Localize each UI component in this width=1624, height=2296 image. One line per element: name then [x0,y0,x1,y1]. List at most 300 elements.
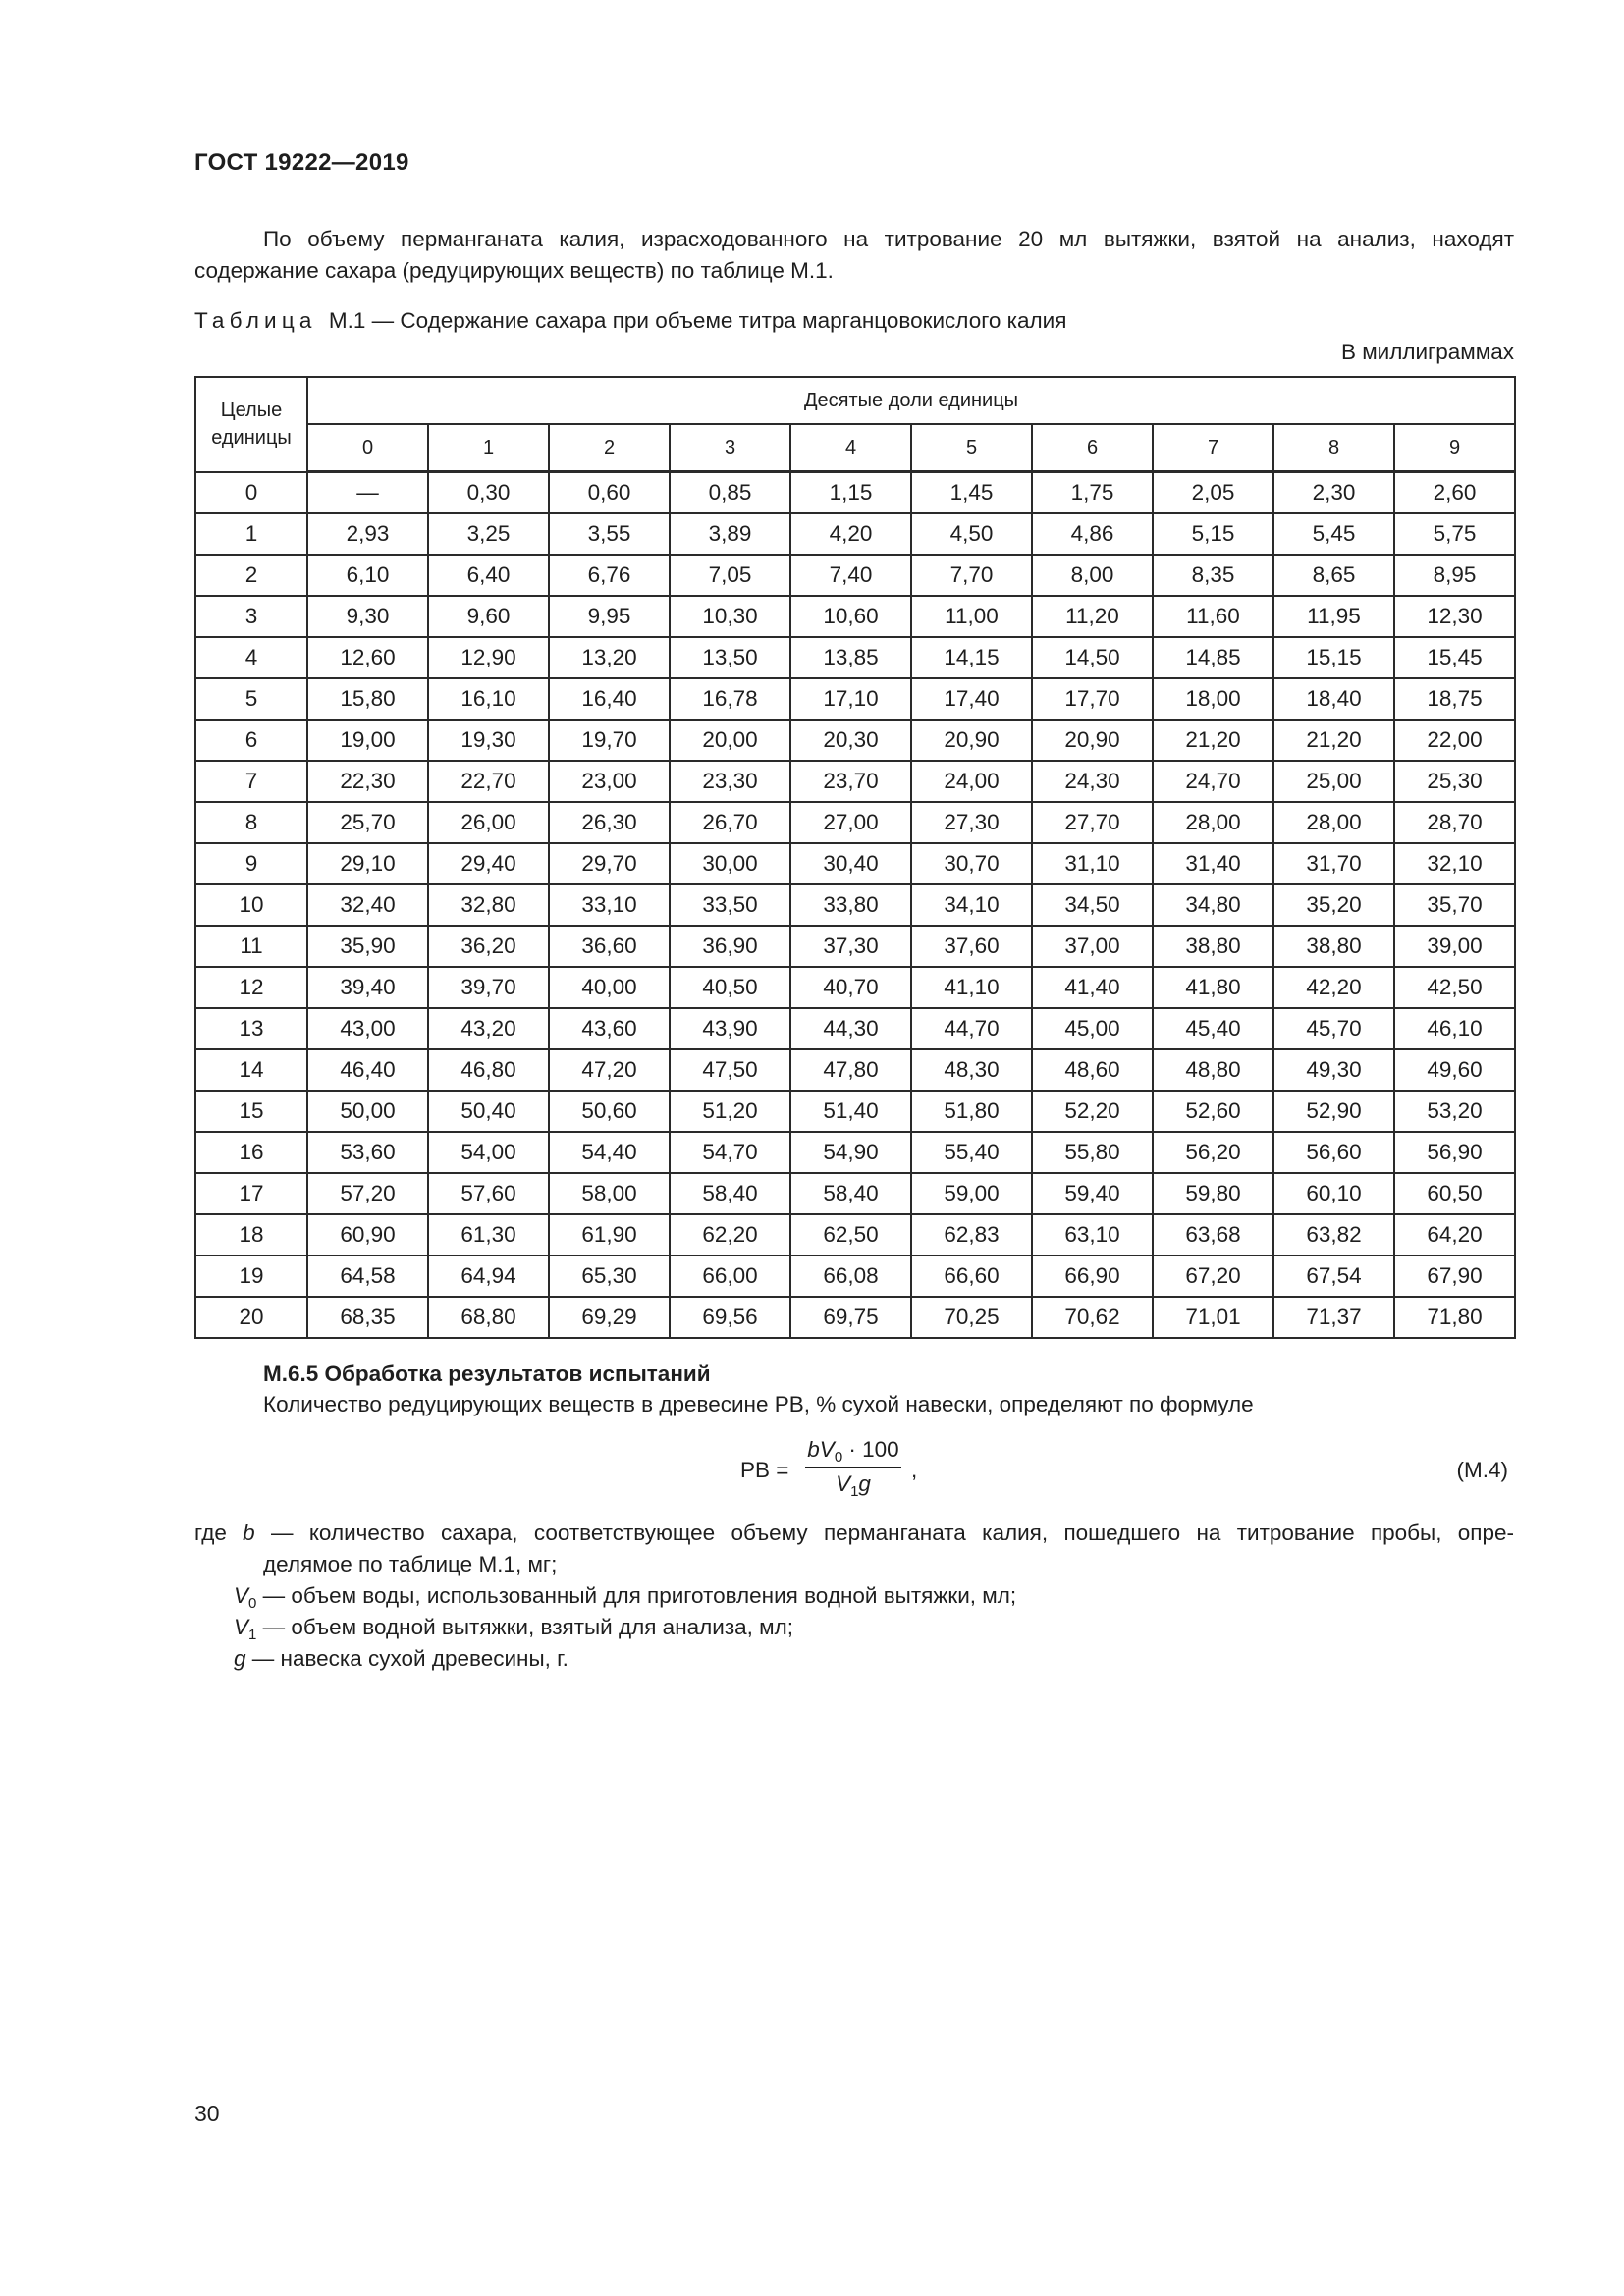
value-cell: 37,30 [790,926,911,967]
header-tenth-cell: 5 [911,424,1032,472]
value-cell: 4,20 [790,513,911,555]
value-cell: 55,40 [911,1132,1032,1173]
value-cell: 6,76 [549,555,670,596]
header-tenth-cell: 1 [428,424,549,472]
table-row [195,926,1515,967]
value-cell: 54,70 [670,1132,790,1173]
value-cell: 36,20 [428,926,549,967]
table-row [195,1008,1515,1049]
value-cell: 42,50 [1394,967,1515,1008]
value-cell: 63,82 [1273,1214,1394,1255]
value-cell: 63,68 [1153,1214,1273,1255]
value-cell: 65,30 [549,1255,670,1297]
value-cell: 20,30 [790,720,911,761]
value-cell: 44,70 [911,1008,1032,1049]
value-cell: 39,40 [307,967,428,1008]
value-cell: 54,00 [428,1132,549,1173]
value-cell: 24,70 [1153,761,1273,802]
table-row [195,967,1515,1008]
value-cell: 45,40 [1153,1008,1273,1049]
where-b-text-1: — количество сахара, соответствующее объему перманганата калия, пошедшего на титрование пробы, опре- [254,1521,1515,1545]
value-cell: 24,30 [1032,761,1153,802]
value-cell: 19,00 [307,720,428,761]
whole-unit-cell: 15 [195,1091,307,1132]
value-cell: 43,60 [549,1008,670,1049]
sugar-content-table [194,376,1516,1339]
value-cell: 20,90 [911,720,1032,761]
value-cell: 20,90 [1032,720,1153,761]
value-cell: 58,00 [549,1173,670,1214]
value-cell: 67,20 [1153,1255,1273,1297]
value-cell: 18,75 [1394,678,1515,720]
whole-unit-cell: 8 [195,802,307,843]
table-row [195,1049,1515,1091]
value-cell: 59,00 [911,1173,1032,1214]
value-cell: 12,30 [1394,596,1515,637]
whole-unit-cell: 11 [195,926,307,967]
value-cell: 48,60 [1032,1049,1153,1091]
table-unit: В миллиграммах [1340,340,1514,364]
value-cell: 29,40 [428,843,549,884]
where-b-symbol: b [243,1521,255,1545]
value-cell: 49,60 [1394,1049,1515,1091]
table-row [195,1173,1515,1214]
value-cell: 56,90 [1394,1132,1515,1173]
header-whole-units: Целые единицы [195,377,307,472]
value-cell: 52,60 [1153,1091,1273,1132]
value-cell: 48,30 [911,1049,1032,1091]
value-cell: 22,00 [1394,720,1515,761]
value-cell: 66,08 [790,1255,911,1297]
table-row [195,637,1515,678]
value-cell: 48,80 [1153,1049,1273,1091]
value-cell: 8,00 [1032,555,1153,596]
header-tenths: Десятые доли единицы [307,377,1515,424]
value-cell: 45,70 [1273,1008,1394,1049]
value-cell: 36,90 [670,926,790,967]
value-cell: 37,60 [911,926,1032,967]
whole-unit-cell: 17 [195,1173,307,1214]
value-cell: 66,90 [1032,1255,1153,1297]
value-cell: 68,35 [307,1297,428,1338]
value-cell: 4,50 [911,513,1032,555]
table-row [195,1255,1515,1297]
value-cell: 25,00 [1273,761,1394,802]
value-cell: 4,86 [1032,513,1153,555]
value-cell: 59,80 [1153,1173,1273,1214]
whole-unit-cell: 14 [195,1049,307,1091]
where-v1-text: — объем водной вытяжки, взятый для анализа, мл; [256,1615,794,1639]
table-row [195,678,1515,720]
value-cell: 6,40 [428,555,549,596]
value-cell: 38,80 [1153,926,1273,967]
value-cell: 60,10 [1273,1173,1394,1214]
table-header-row-1 [195,377,1515,424]
value-cell: 53,60 [307,1132,428,1173]
where-v0-symbol: V [234,1583,249,1608]
value-cell: 63,10 [1032,1214,1153,1255]
value-cell: 61,90 [549,1214,670,1255]
value-cell: 70,62 [1032,1297,1153,1338]
value-cell: 1,15 [790,472,911,514]
value-cell: 26,30 [549,802,670,843]
value-cell: 46,40 [307,1049,428,1091]
value-cell: 17,70 [1032,678,1153,720]
value-cell: 54,90 [790,1132,911,1173]
value-cell: 28,00 [1153,802,1273,843]
value-cell: 56,60 [1273,1132,1394,1173]
value-cell: 23,70 [790,761,911,802]
value-cell: 62,83 [911,1214,1032,1255]
whole-unit-cell: 9 [195,843,307,884]
value-cell: 24,00 [911,761,1032,802]
value-cell: 31,70 [1273,843,1394,884]
value-cell: 69,56 [670,1297,790,1338]
value-cell: 13,20 [549,637,670,678]
whole-unit-cell: 3 [195,596,307,637]
value-cell: 16,10 [428,678,549,720]
formula-comma: , [911,1458,918,1482]
table-caption [194,308,1066,334]
value-cell: 31,10 [1032,843,1153,884]
where-g-text: — навеска сухой древесины, г. [245,1646,568,1671]
value-cell: 1,45 [911,472,1032,514]
whole-unit-cell: 10 [195,884,307,926]
whole-unit-cell: 7 [195,761,307,802]
value-cell: 17,40 [911,678,1032,720]
value-cell: 57,60 [428,1173,549,1214]
table-row [195,596,1515,637]
value-cell: 15,45 [1394,637,1515,678]
value-cell: 20,00 [670,720,790,761]
value-cell: 47,50 [670,1049,790,1091]
intro-line-1: По объему перманганата калия, израсходованного на титрование 20 мл вытяжки, взятой на анализ, находят [263,227,1514,251]
value-cell: 62,50 [790,1214,911,1255]
value-cell: 18,40 [1273,678,1394,720]
value-cell: 2,93 [307,513,428,555]
value-cell: 46,80 [428,1049,549,1091]
value-cell: 32,10 [1394,843,1515,884]
value-cell: 32,40 [307,884,428,926]
value-cell: 50,60 [549,1091,670,1132]
header-tenth-cell: 4 [790,424,911,472]
value-cell: 13,50 [670,637,790,678]
value-cell: 11,95 [1273,596,1394,637]
whole-unit-cell: 20 [195,1297,307,1338]
whole-unit-cell: 12 [195,967,307,1008]
value-cell: 45,00 [1032,1008,1153,1049]
table-row [195,802,1515,843]
table-row [195,472,1515,514]
value-cell: 8,35 [1153,555,1273,596]
value-cell: 51,80 [911,1091,1032,1132]
value-cell: 17,10 [790,678,911,720]
section-text: Количество редуцирующих веществ в древесине РВ, % сухой навески, определяют по формуле [263,1392,1254,1416]
value-cell: 30,00 [670,843,790,884]
value-cell: 41,40 [1032,967,1153,1008]
value-cell: 9,60 [428,596,549,637]
value-cell: 29,10 [307,843,428,884]
value-cell: 18,00 [1153,678,1273,720]
value-cell: 58,40 [670,1173,790,1214]
table-row [195,513,1515,555]
value-cell: 7,05 [670,555,790,596]
whole-unit-cell: 5 [195,678,307,720]
value-cell: 15,80 [307,678,428,720]
where-b-line-1 [194,1518,1514,1549]
value-cell: 41,10 [911,967,1032,1008]
value-cell: 35,20 [1273,884,1394,926]
value-cell: 5,75 [1394,513,1515,555]
table-caption-label: Таблица [194,308,317,333]
value-cell: 0,60 [549,472,670,514]
value-cell: 35,70 [1394,884,1515,926]
value-cell: 58,40 [790,1173,911,1214]
value-cell: 71,01 [1153,1297,1273,1338]
header-tenth-cell: 0 [307,424,428,472]
value-cell: 7,40 [790,555,911,596]
header-tenth-cell: 3 [670,424,790,472]
table-row [195,1091,1515,1132]
formula-number: (М.4) [1456,1458,1508,1482]
value-cell: 23,30 [670,761,790,802]
value-cell: 11,00 [911,596,1032,637]
value-cell: 30,40 [790,843,911,884]
value-cell: 10,60 [790,596,911,637]
value-cell: 42,20 [1273,967,1394,1008]
value-cell: 9,95 [549,596,670,637]
value-cell: 64,94 [428,1255,549,1297]
where-v0-text: — объем воды, использованный для приготовления водной вытяжки, мл; [256,1583,1017,1608]
value-cell: 43,20 [428,1008,549,1049]
table-caption-text: М.1 — Содержание сахара при объеме титра марганцовокислого калия [328,308,1067,333]
value-cell: 39,00 [1394,926,1515,967]
value-cell: 11,20 [1032,596,1153,637]
value-cell: 71,37 [1273,1297,1394,1338]
value-cell: 14,15 [911,637,1032,678]
value-cell: 23,00 [549,761,670,802]
value-cell: 32,80 [428,884,549,926]
header-tenth-cell: 2 [549,424,670,472]
value-cell: 40,70 [790,967,911,1008]
value-cell: 47,80 [790,1049,911,1091]
value-cell: 54,40 [549,1132,670,1173]
value-cell: 46,10 [1394,1008,1515,1049]
value-cell: 60,50 [1394,1173,1515,1214]
value-cell: 19,70 [549,720,670,761]
table-header-row-2 [195,424,1515,472]
value-cell: 14,85 [1153,637,1273,678]
intro-line-2: содержание сахара (редуцирующих веществ) по таблице М.1. [194,258,834,283]
value-cell: 43,00 [307,1008,428,1049]
value-cell: 2,60 [1394,472,1515,514]
whole-unit-cell: 1 [195,513,307,555]
value-cell: 22,30 [307,761,428,802]
table-row [195,1214,1515,1255]
value-cell: 25,70 [307,802,428,843]
value-cell: 30,70 [911,843,1032,884]
value-cell: 43,90 [670,1008,790,1049]
header-tenth-cell: 8 [1273,424,1394,472]
value-cell: 22,70 [428,761,549,802]
value-cell: 8,95 [1394,555,1515,596]
value-cell: 3,25 [428,513,549,555]
value-cell: 66,00 [670,1255,790,1297]
value-cell: 53,20 [1394,1091,1515,1132]
intro-paragraph [194,224,1514,287]
value-cell: 34,80 [1153,884,1273,926]
value-cell: 16,40 [549,678,670,720]
where-v0-sub: 0 [248,1595,257,1612]
value-cell: 3,89 [670,513,790,555]
value-cell: 62,20 [670,1214,790,1255]
value-cell: 52,90 [1273,1091,1394,1132]
value-cell: 71,80 [1394,1297,1515,1338]
value-cell: 69,75 [790,1297,911,1338]
value-cell: 50,00 [307,1091,428,1132]
value-cell: 33,10 [549,884,670,926]
document-header: ГОСТ 19222—2019 [194,149,409,176]
value-cell: 66,60 [911,1255,1032,1297]
value-cell: 51,20 [670,1091,790,1132]
value-cell: 36,60 [549,926,670,967]
formula-den-sub: 1 [850,1483,859,1500]
value-cell: 31,40 [1153,843,1273,884]
value-cell: 25,30 [1394,761,1515,802]
value-cell: 2,05 [1153,472,1273,514]
value-cell: 59,40 [1032,1173,1153,1214]
where-g [234,1643,568,1675]
value-cell: 57,20 [307,1173,428,1214]
value-cell: 10,30 [670,596,790,637]
value-cell: 49,30 [1273,1049,1394,1091]
whole-unit-cell: 13 [195,1008,307,1049]
value-cell: 15,15 [1273,637,1394,678]
value-cell: 5,45 [1273,513,1394,555]
value-cell: 0,30 [428,472,549,514]
table-row [195,1132,1515,1173]
table-row [195,843,1515,884]
value-cell: 67,90 [1394,1255,1515,1297]
table-row [195,555,1515,596]
value-cell: 44,30 [790,1008,911,1049]
formula-lhs: РВ = [740,1458,789,1482]
header-tenth-cell: 7 [1153,424,1273,472]
whole-unit-cell: 2 [195,555,307,596]
value-cell: 1,75 [1032,472,1153,514]
table-row [195,720,1515,761]
where-v1-sub: 1 [248,1627,257,1643]
value-cell: 47,20 [549,1049,670,1091]
value-cell: 27,70 [1032,802,1153,843]
value-cell: 21,20 [1153,720,1273,761]
value-cell: 34,10 [911,884,1032,926]
value-cell: 7,70 [911,555,1032,596]
value-cell: 27,00 [790,802,911,843]
header-tenth-cell: 6 [1032,424,1153,472]
value-cell: 38,80 [1273,926,1394,967]
value-cell: 5,15 [1153,513,1273,555]
value-cell: 33,50 [670,884,790,926]
value-cell: 14,50 [1032,637,1153,678]
value-cell: 21,20 [1273,720,1394,761]
section-heading: М.6.5 Обработка результатов испытаний [263,1362,711,1386]
value-cell: — [307,472,428,514]
value-cell: 27,30 [911,802,1032,843]
value-cell: 52,20 [1032,1091,1153,1132]
formula-numerator [805,1433,901,1467]
formula-den-rest: g [858,1471,871,1496]
value-cell: 51,40 [790,1091,911,1132]
formula-fraction [805,1433,901,1501]
value-cell: 28,00 [1273,802,1394,843]
formula-num-var: bV [807,1437,835,1462]
value-cell: 28,70 [1394,802,1515,843]
value-cell: 37,00 [1032,926,1153,967]
value-cell: 29,70 [549,843,670,884]
where-b-line-2: делямое по таблице М.1, мг; [263,1552,558,1576]
value-cell: 3,55 [549,513,670,555]
value-cell: 39,70 [428,967,549,1008]
value-cell: 26,00 [428,802,549,843]
formula-denominator [805,1468,901,1501]
value-cell: 69,29 [549,1297,670,1338]
value-cell: 35,90 [307,926,428,967]
value-cell: 6,10 [307,555,428,596]
where-prefix: где [194,1521,244,1545]
value-cell: 64,58 [307,1255,428,1297]
where-v1-symbol: V [234,1615,249,1639]
value-cell: 55,80 [1032,1132,1153,1173]
value-cell: 8,65 [1273,555,1394,596]
value-cell: 40,50 [670,967,790,1008]
value-cell: 2,30 [1273,472,1394,514]
formula-den-var: V [836,1471,851,1496]
table-row [195,884,1515,926]
whole-unit-cell: 18 [195,1214,307,1255]
value-cell: 61,30 [428,1214,549,1255]
value-cell: 0,85 [670,472,790,514]
value-cell: 50,40 [428,1091,549,1132]
whole-unit-cell: 0 [195,472,307,514]
value-cell: 33,80 [790,884,911,926]
value-cell: 56,20 [1153,1132,1273,1173]
value-cell: 12,90 [428,637,549,678]
where-g-symbol: g [234,1646,246,1671]
value-cell: 70,25 [911,1297,1032,1338]
value-cell: 11,60 [1153,596,1273,637]
table-row [195,1297,1515,1338]
value-cell: 9,30 [307,596,428,637]
value-cell: 16,78 [670,678,790,720]
value-cell: 12,60 [307,637,428,678]
page-number: 30 [194,2101,220,2126]
value-cell: 40,00 [549,967,670,1008]
value-cell: 67,54 [1273,1255,1394,1297]
whole-unit-cell: 19 [195,1255,307,1297]
whole-unit-cell: 16 [195,1132,307,1173]
formula-num-rest: · 100 [842,1437,899,1462]
value-cell: 34,50 [1032,884,1153,926]
header-tenth-cell: 9 [1394,424,1515,472]
table-row [195,761,1515,802]
value-cell: 13,85 [790,637,911,678]
value-cell: 41,80 [1153,967,1273,1008]
formula-num-sub: 0 [834,1449,843,1466]
value-cell: 19,30 [428,720,549,761]
value-cell: 68,80 [428,1297,549,1338]
value-cell: 64,20 [1394,1214,1515,1255]
